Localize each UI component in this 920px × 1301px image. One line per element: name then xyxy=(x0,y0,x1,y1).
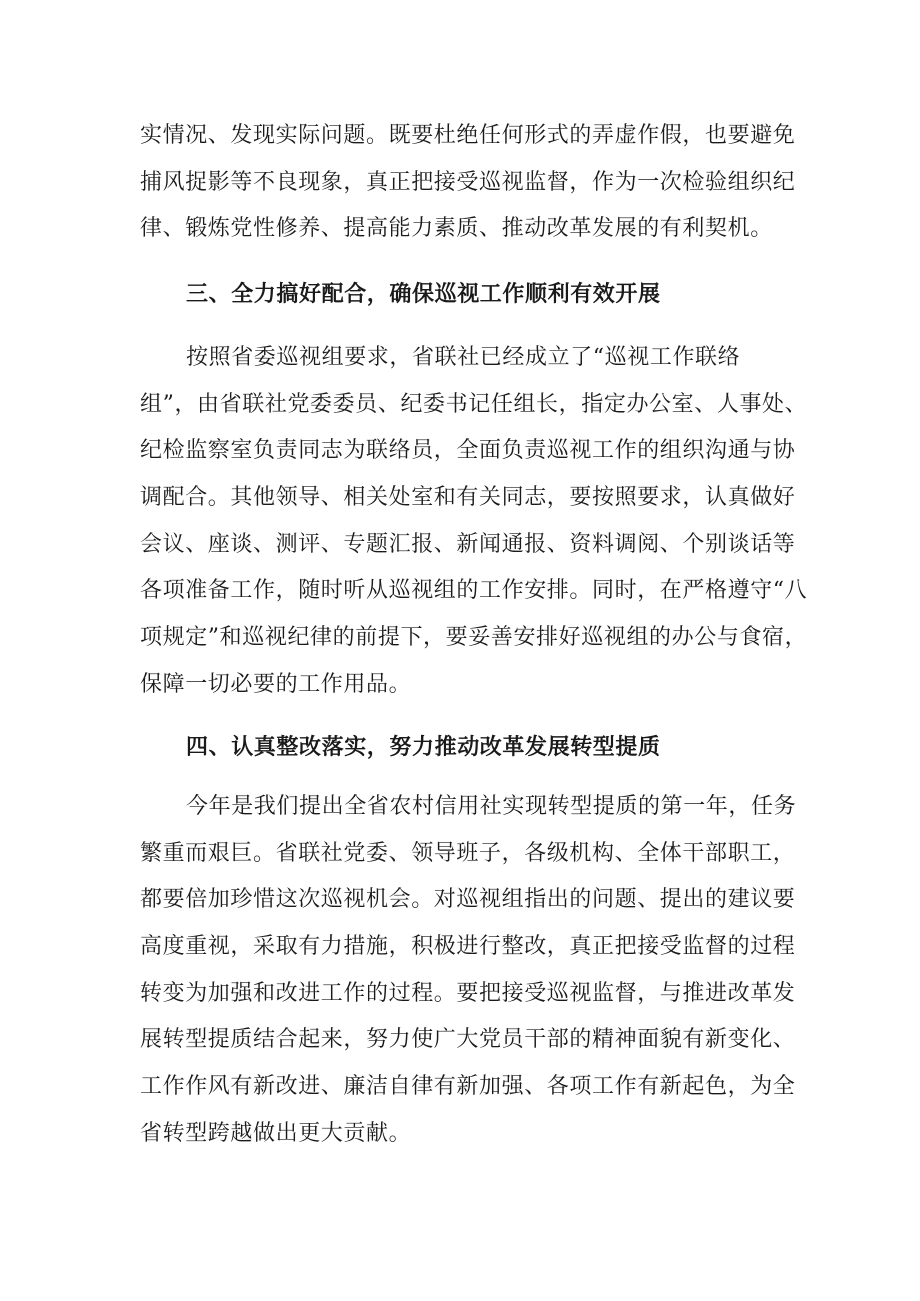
paragraph-line: 工作作风有新改进、廉洁自律有新加强、各项工作有新起色，为全 xyxy=(140,1074,796,1099)
paragraph-line: 各项准备工作，随时听从巡视组的工作安排。同时，在严格遵守“八 xyxy=(140,578,808,603)
paragraph-line: 展转型提质结合起来，努力使广大党员干部的精神面貌有新变化、 xyxy=(140,1027,796,1052)
paragraph-line: 调配合。其他领导、相关处室和有关同志，要按照要求，认真做好 xyxy=(140,485,796,510)
paragraph-line: 捕风捉影等不良现象，真正把接受巡视监督，作为一次检验组织纪 xyxy=(140,170,796,195)
paragraph-line: 保障一切必要的工作用品。 xyxy=(140,672,412,697)
paragraph-line: 按照省委巡视组要求，省联社已经成立了“巡视工作联络 xyxy=(186,345,741,370)
paragraph-line: 转变为加强和改进工作的过程。要把接受巡视监督，与推进改革发 xyxy=(140,981,796,1006)
section-heading-3: 三、全力搞好配合，确保巡视工作顺利有效开展 xyxy=(186,282,661,307)
paragraph-line: 会议、座谈、测评、专题汇报、新闻通报、资料调阅、个别谈话等 xyxy=(140,532,796,557)
paragraph-line: 纪检监察室负责同志为联络员，全面负责巡视工作的组织沟通与协 xyxy=(140,438,796,463)
paragraph-line: 高度重视，采取有力措施，积极进行整改，真正把接受监督的过程 xyxy=(140,934,796,959)
paragraph-line: 今年是我们提出全省农村信用社实现转型提质的第一年，任务 xyxy=(186,794,797,819)
paragraph-line: 项规定”和巡视纪律的前提下，要妥善安排好巡视组的办公与食宿， xyxy=(140,625,808,650)
paragraph-line: 组”，由省联社党委委员、纪委书记任组长，指定办公室、人事处、 xyxy=(140,392,808,417)
section-heading-4: 四、认真整改落实，努力推动改革发展转型提质 xyxy=(186,735,661,760)
paragraph-line: 实情况、发现实际问题。既要杜绝任何形式的弄虚作假，也要避免 xyxy=(140,123,796,148)
paragraph-line: 繁重而艰巨。省联社党委、领导班子，各级机构、全体干部职工， xyxy=(140,841,796,866)
paragraph-line: 省转型跨越做出更大贡献。 xyxy=(140,1121,412,1146)
paragraph-line: 律、锻炼党性修养、提高能力素质、推动改革发展的有利契机。 xyxy=(140,216,773,241)
paragraph-line: 都要倍加珍惜这次巡视机会。对巡视组指出的问题、提出的建议要 xyxy=(140,887,796,912)
